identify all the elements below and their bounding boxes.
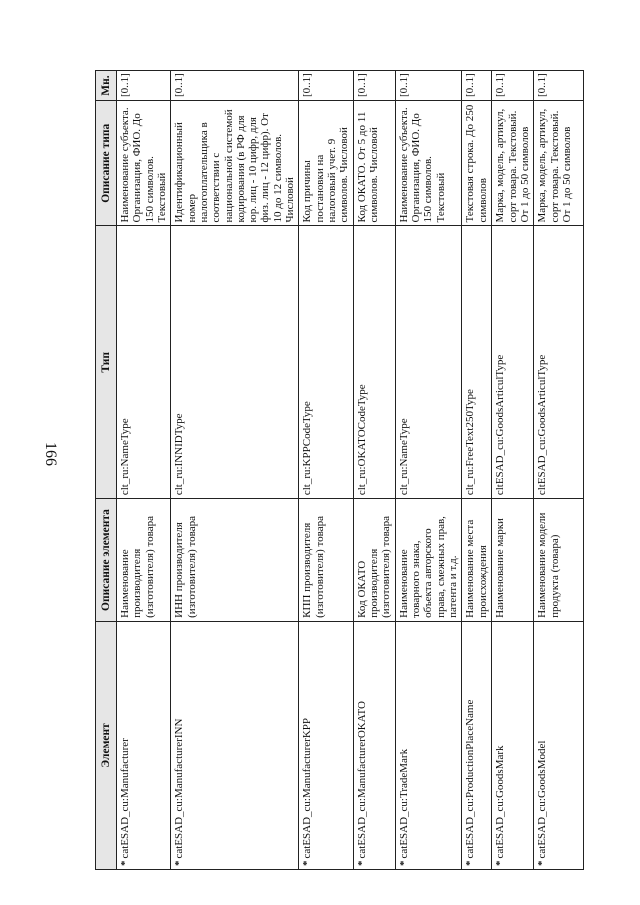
mn-cell: [0..1] bbox=[395, 71, 462, 101]
mn-cell: [0..1] bbox=[353, 71, 395, 101]
required-marker: * bbox=[397, 860, 410, 866]
type-cell: clt_ru:FreeText250Type bbox=[462, 226, 492, 499]
mn-cell: [0..1] bbox=[492, 71, 534, 101]
type-desc-cell: Марка, модель, артикул, сорт товара. Текстовый. От 1 до 50 символов bbox=[492, 101, 534, 226]
table-row bbox=[117, 71, 171, 870]
element-desc-cell: Наименование марки bbox=[492, 499, 534, 622]
mn-cell: [0..1] bbox=[534, 71, 584, 101]
mn-cell: [0..1] bbox=[299, 71, 353, 101]
table-row bbox=[171, 71, 299, 870]
mn-cell: [0..1] bbox=[117, 71, 171, 101]
element-cell bbox=[492, 621, 534, 869]
element-name: catESAD_cu:ProductionPlaceName bbox=[464, 699, 477, 859]
required-marker: * bbox=[173, 860, 186, 866]
type-cell: clt_ru:NameType bbox=[117, 226, 171, 499]
header-element: Элемент bbox=[96, 621, 117, 869]
element-name: catESAD_cu:TradeMark bbox=[397, 748, 410, 859]
table-row bbox=[462, 71, 492, 870]
element-cell bbox=[299, 621, 353, 869]
table-row bbox=[395, 71, 462, 870]
element-desc-cell: Наименование места происхождения bbox=[462, 499, 492, 622]
header-type: Тип bbox=[96, 226, 117, 499]
type-desc-cell: Код ОКАТО. От 5 до 11 символов. Числовой bbox=[353, 101, 395, 226]
required-marker: * bbox=[119, 860, 131, 866]
element-cell bbox=[117, 621, 171, 869]
header-mn: Мн. bbox=[96, 71, 117, 101]
element-desc-cell: Наименование товарного знака, объекта авторского права, смежных прав, патента и т.д. bbox=[395, 499, 462, 622]
type-cell: clt_ru:KPPCodeType bbox=[299, 226, 353, 499]
element-name: catESAD_cu:GoodsModel bbox=[536, 740, 549, 859]
element-cell bbox=[395, 621, 462, 869]
type-cell: cltESAD_cu:GoodsArticulType bbox=[534, 226, 584, 499]
header-row bbox=[96, 71, 117, 870]
required-marker: * bbox=[494, 860, 507, 866]
type-desc-cell: Идентификационный номер налогоплательщика в соответствии с национальной системой кодирования (в РФ для юр. лиц - 10 цифр, для физ. лиц - 12 цифр). От 10 до 12 символов. Числовой bbox=[171, 101, 299, 226]
element-name: catESAD_cu:ManufacturerOKATO bbox=[355, 701, 368, 859]
rotated-table-wrapper bbox=[95, 70, 573, 870]
page-number: 166 bbox=[42, 442, 59, 466]
element-desc-cell: ИНН производителя (изготовителя) товара bbox=[171, 499, 299, 622]
type-desc-cell: Текстовая строка. До 250 символов bbox=[462, 101, 492, 226]
mn-cell: [0..1] bbox=[462, 71, 492, 101]
required-marker: * bbox=[464, 860, 477, 866]
element-name: catESAD_cu:Manufacturer bbox=[119, 738, 131, 859]
table-row bbox=[353, 71, 395, 870]
element-cell bbox=[353, 621, 395, 869]
element-desc-cell: Код ОКАТО производителя (изготовителя) товара bbox=[353, 499, 395, 622]
element-desc-cell: Наименование модели продукта (товара) bbox=[534, 499, 584, 622]
element-cell bbox=[534, 621, 584, 869]
type-desc-cell: Код причины постановки на налоговый учет. 9 символов. Числовой bbox=[299, 101, 353, 226]
type-cell: clt_ru:NameType bbox=[395, 226, 462, 499]
mn-cell: [0..1] bbox=[171, 71, 299, 101]
required-marker: * bbox=[355, 860, 368, 866]
schema-table bbox=[95, 70, 584, 870]
header-element-desc: Описание элемента bbox=[96, 499, 117, 622]
type-desc-cell: Наименование субъекта. Организация, ФИО. До 150 символов. Текстовый bbox=[395, 101, 462, 226]
table-row bbox=[299, 71, 353, 870]
element-name: catESAD_cu:ManufacturerINN bbox=[173, 718, 186, 859]
element-name: catESAD_cu:GoodsMark bbox=[494, 745, 507, 859]
element-cell bbox=[171, 621, 299, 869]
type-cell: clt_ru:OKATOCodeType bbox=[353, 226, 395, 499]
header-type-desc: Описание типа bbox=[96, 101, 117, 226]
type-cell: clt_ru:INNIDType bbox=[171, 226, 299, 499]
table-body bbox=[117, 71, 584, 870]
required-marker: * bbox=[301, 860, 314, 866]
element-cell bbox=[462, 621, 492, 869]
table-row bbox=[534, 71, 584, 870]
required-marker: * bbox=[536, 860, 549, 866]
type-desc-cell: Марка, модель, артикул, сорт товара. Текстовый. От 1 до 50 символов bbox=[534, 101, 584, 226]
table-row bbox=[492, 71, 534, 870]
type-desc-cell: Наименование субъекта. Организация, ФИО. До 150 символов. Текстовый bbox=[117, 101, 171, 226]
element-name: catESAD_cu:ManufacturerKPP bbox=[301, 717, 314, 859]
element-desc-cell: Наименование производителя (изготовителя) товара bbox=[117, 499, 171, 622]
type-cell: cltESAD_cu:GoodsArticulType bbox=[492, 226, 534, 499]
element-desc-cell: КПП производителя (изготовителя) товара bbox=[299, 499, 353, 622]
